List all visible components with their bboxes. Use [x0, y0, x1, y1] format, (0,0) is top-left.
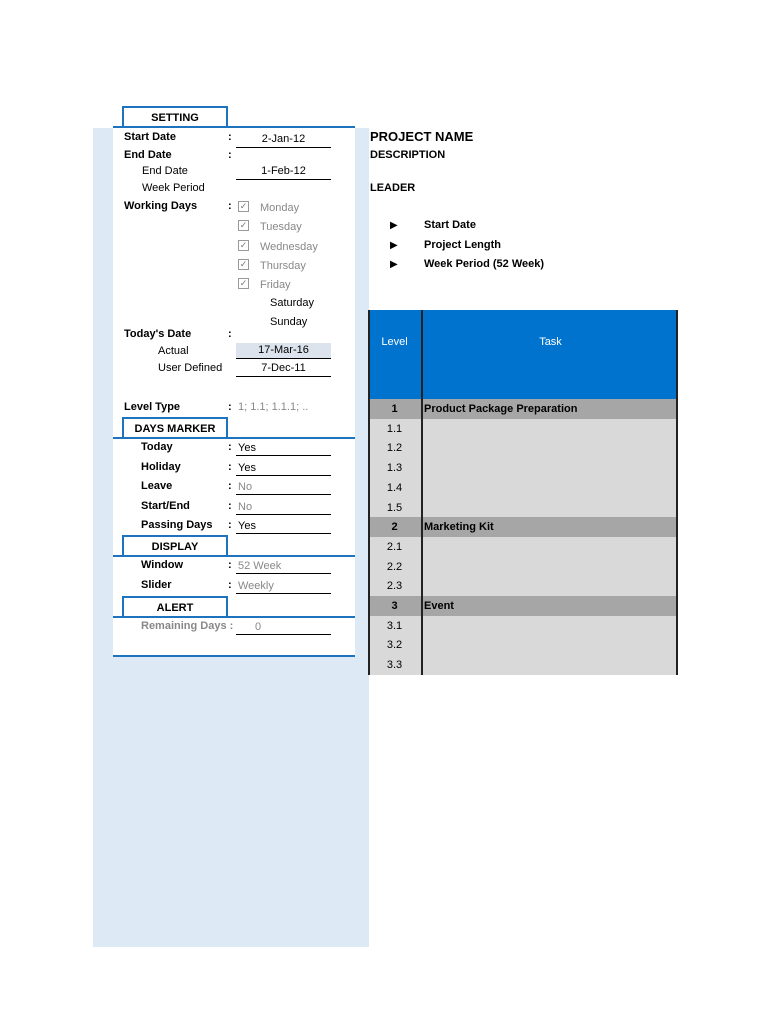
- table-row[interactable]: [368, 399, 678, 418]
- level-cell: 2.3: [368, 576, 421, 596]
- colon: :: [228, 499, 232, 512]
- checkbox-wednesday[interactable]: ✓: [239, 239, 248, 250]
- marker-label-0: Today: [141, 441, 173, 453]
- level-cell: 1: [368, 399, 421, 419]
- checkbox-tuesday[interactable]: ✓: [239, 220, 248, 231]
- todays-date-label: Today's Date: [124, 328, 192, 340]
- task-cell[interactable]: Marketing Kit: [423, 517, 678, 537]
- actual-label: Actual: [158, 345, 189, 357]
- day-label-saturday[interactable]: Saturday: [270, 296, 315, 309]
- slider-label: Slider: [141, 579, 172, 591]
- project-description[interactable]: DESCRIPTION: [370, 149, 446, 161]
- table-row[interactable]: [368, 438, 678, 457]
- colon: :: [228, 441, 232, 453]
- table-border: [676, 310, 678, 675]
- colon: :: [228, 200, 232, 212]
- colon: :: [228, 328, 232, 340]
- level-cell: 1.3: [368, 458, 421, 478]
- colon: :: [228, 480, 232, 493]
- day-label-monday: Monday: [260, 202, 300, 214]
- task-cell[interactable]: [423, 635, 678, 655]
- table-row[interactable]: [368, 616, 678, 635]
- project-summary-item: Start Date: [424, 219, 476, 231]
- day-label-thursday: Thursday: [260, 259, 306, 272]
- setting-divider: [113, 126, 355, 128]
- day-label-friday: Friday: [260, 279, 291, 292]
- colon: :: [228, 559, 232, 571]
- alert-divider: [113, 616, 355, 618]
- colon: :: [228, 401, 232, 413]
- marker-label-1: Holiday: [141, 460, 181, 473]
- task-cell[interactable]: [423, 557, 678, 577]
- end-date-sub-label: End Date: [142, 165, 188, 177]
- marker-label-2: Leave: [141, 480, 173, 493]
- marker-value-4[interactable]: Yes: [236, 519, 331, 534]
- marker-label-4: Passing Days: [141, 519, 213, 532]
- setting-tab[interactable]: SETTING: [122, 106, 228, 128]
- table-row[interactable]: [368, 576, 678, 595]
- table-row[interactable]: [368, 478, 678, 497]
- table-row[interactable]: [368, 517, 678, 536]
- bullet-arrow-icon: ▶: [390, 259, 398, 270]
- colon: :: [228, 149, 232, 161]
- window-select[interactable]: 52 Week: [236, 559, 331, 574]
- task-cell[interactable]: [423, 498, 678, 518]
- table-border: [421, 310, 423, 675]
- start-date-label: Start Date: [124, 131, 176, 143]
- colon: :: [228, 519, 232, 532]
- task-cell[interactable]: [423, 616, 678, 636]
- task-cell[interactable]: Product Package Preparation: [423, 399, 678, 419]
- level-type-label: Level Type: [124, 401, 181, 413]
- actual-date-field: 17-Mar-16: [236, 343, 331, 359]
- end-date-label: End Date: [124, 149, 172, 161]
- remaining-days-label: Remaining Days :: [141, 620, 234, 632]
- level-cell: 2.1: [368, 537, 421, 557]
- task-cell[interactable]: [423, 537, 678, 557]
- marker-value-0[interactable]: Yes: [236, 441, 331, 456]
- task-cell[interactable]: [423, 419, 678, 439]
- colon: :: [228, 579, 232, 591]
- table-row[interactable]: [368, 419, 678, 438]
- marker-label-3: Start/End: [141, 499, 190, 512]
- bullet-arrow-icon: ▶: [390, 220, 398, 231]
- user-defined-date-field[interactable]: 7-Dec-11: [236, 361, 331, 377]
- table-row[interactable]: [368, 655, 678, 674]
- task-cell[interactable]: [423, 438, 678, 458]
- days-marker-tab[interactable]: DAYS MARKER: [122, 417, 228, 439]
- task-cell[interactable]: [423, 655, 678, 675]
- display-tab[interactable]: DISPLAY: [122, 535, 228, 557]
- day-label-wednesday: Wednesday: [260, 240, 318, 253]
- project-name[interactable]: PROJECT NAME: [370, 129, 474, 144]
- table-row[interactable]: [368, 635, 678, 654]
- level-cell: 1.1: [368, 419, 421, 439]
- colon: :: [228, 460, 232, 473]
- table-row[interactable]: [368, 557, 678, 576]
- task-cell[interactable]: [423, 478, 678, 498]
- level-cell: 1.2: [368, 438, 421, 458]
- project-leader[interactable]: LEADER: [370, 182, 416, 194]
- level-header: [368, 310, 421, 399]
- level-cell: 3: [368, 596, 421, 616]
- level-cell: 3.2: [368, 635, 421, 655]
- task-cell[interactable]: [423, 458, 678, 478]
- checkbox-friday[interactable]: ✓: [239, 278, 248, 289]
- table-border: [368, 310, 370, 675]
- marker-value-2[interactable]: No: [236, 480, 331, 495]
- display-divider: [113, 555, 355, 557]
- week-period-label: Week Period: [142, 182, 205, 194]
- checkbox-monday[interactable]: ✓: [239, 201, 248, 211]
- level-cell: 3.3: [368, 655, 421, 675]
- window-label: Window: [141, 559, 184, 571]
- remaining-days-value[interactable]: 0: [236, 620, 331, 635]
- table-row[interactable]: [368, 498, 678, 517]
- days-marker-divider: [113, 437, 355, 439]
- level-type-value[interactable]: 1; 1.1; 1.1.1; ..: [238, 401, 309, 413]
- day-label-sunday[interactable]: Sunday: [270, 315, 308, 328]
- table-row[interactable]: [368, 596, 678, 615]
- task-cell[interactable]: [423, 576, 678, 596]
- level-cell: 2: [368, 517, 421, 537]
- level-header-label: Level: [381, 336, 408, 348]
- task-cell[interactable]: Event: [423, 596, 678, 616]
- checkbox-thursday[interactable]: ✓: [239, 258, 248, 269]
- marker-value-3[interactable]: No: [236, 500, 331, 515]
- alert-tab[interactable]: ALERT: [122, 596, 228, 618]
- day-label-tuesday: Tuesday: [260, 221, 302, 234]
- user-defined-label: User Defined: [158, 362, 223, 374]
- level-cell: 1.4: [368, 478, 421, 498]
- slider-select[interactable]: Weekly: [236, 579, 331, 594]
- project-summary-item: Project Length: [424, 238, 502, 251]
- end-date-field[interactable]: 1-Feb-12: [236, 164, 331, 180]
- level-cell: 3.1: [368, 616, 421, 636]
- start-date-field[interactable]: 2-Jan-12: [236, 132, 331, 148]
- task-header-label: Task: [539, 336, 562, 348]
- working-days-label: Working Days: [124, 200, 198, 212]
- bullet-arrow-icon: ▶: [390, 239, 398, 251]
- table-row[interactable]: [368, 458, 678, 477]
- marker-value-1[interactable]: Yes: [236, 461, 331, 476]
- project-summary-item: Week Period (52 Week): [424, 258, 545, 270]
- level-cell: 1.5: [368, 498, 421, 518]
- table-row[interactable]: [368, 537, 678, 556]
- level-cell: 2.2: [368, 557, 421, 577]
- settings-bottom-divider: [113, 655, 355, 657]
- colon: :: [228, 131, 232, 143]
- task-header: [423, 310, 678, 399]
